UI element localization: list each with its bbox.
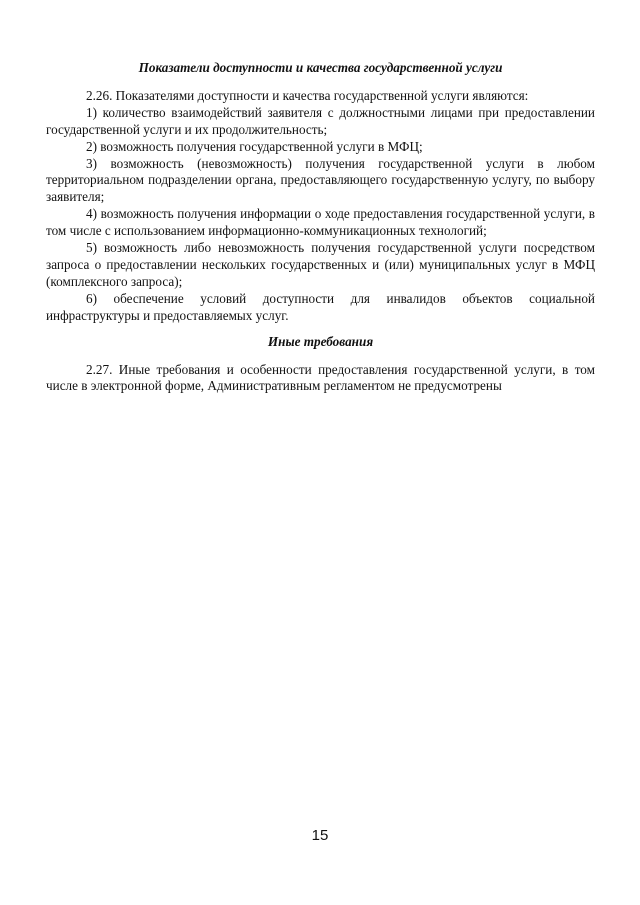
list-item-5: 5) возможность либо невозможность получения государственной услуги посредством запроса о предоставлении нескольких государственных и (или) муниципальных услуг в МФЦ (комплексного запроса);: [46, 240, 595, 289]
list-item-6: 6) обеспечение условий доступности для инвалидов объектов социальной инфраструктуры и предоставляемых услуг.: [46, 290, 595, 323]
paragraph-2-27: 2.27. Иные требования и особенности предоставления государственной услуги, в том числе в электронной форме, Административным регламентом не предусмотрены: [46, 361, 595, 394]
section-heading-other-requirements: Иные требования: [267, 333, 374, 349]
page-content: [46, 60, 595, 395]
section-heading-availability: Показатели доступности и качества государственной услуги: [138, 60, 503, 75]
paragraph-2-26: 2.26. Показателями доступности и качества государственной услуги являются:: [86, 87, 529, 103]
page-number: 15: [311, 827, 329, 844]
list-item-3: 3) возможность (невозможность) получения государственной услуги в любом территориальном подразделении органа, предоставляющего государственную услугу, по выбору заявителя;: [46, 155, 595, 205]
list-item-1: 1) количество взаимодействий заявителя с должностными лицами при предоставлении государственной услуги и их продолжительность;: [46, 104, 595, 137]
list-item-4: 4) возможность получения информации о ходе предоставления государственной услуги, в том числе с использованием информационно-коммуникационных технологий;: [46, 206, 595, 239]
list-item-2: 2) возможность получения государственной услуги в МФЦ;: [86, 138, 423, 154]
